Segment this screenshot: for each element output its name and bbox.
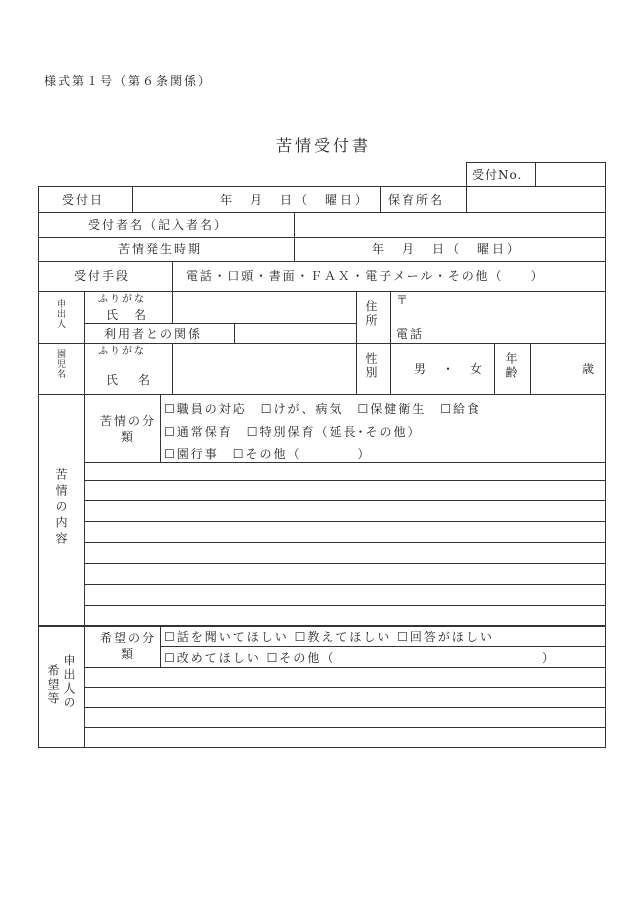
complaint-category-label: 苦情の分類 xyxy=(99,414,156,444)
applicant-address-field[interactable] xyxy=(410,293,604,321)
gender-options[interactable]: 男 ・ 女 xyxy=(414,362,485,376)
child-section-label: 園児名 xyxy=(55,349,65,379)
receipt-no-label: 受付No. xyxy=(472,168,523,182)
occurrence-label: 苦情発生時期 xyxy=(118,242,203,256)
applicant-section-label: 申出人 xyxy=(55,299,65,329)
request-options-row2-close: ） xyxy=(542,651,557,665)
postal-mark: 〒 xyxy=(396,293,411,307)
page-title: 苦情受付書 xyxy=(276,136,372,155)
complaint-options-row1[interactable]: ☐職員の対応 ☐けが、病気 ☐保健衛生 ☐給食 xyxy=(164,402,482,416)
receipt-no-field[interactable] xyxy=(537,164,603,184)
request-section-label-a: 申出人の xyxy=(62,654,76,710)
age-unit: 歳 xyxy=(582,362,597,376)
nursery-name-field[interactable] xyxy=(468,189,604,210)
complaint-options-row2[interactable]: ☐通常保育 ☐特別保育（延長･その他） xyxy=(164,425,422,439)
applicant-name-field[interactable] xyxy=(174,293,354,321)
occurrence-date-field[interactable]: 年 月 日（ 曜日） xyxy=(372,242,523,256)
phone-label: 電話 xyxy=(396,327,425,341)
request-section-label-b: 希望等 xyxy=(46,664,60,706)
receipt-date-label: 受付日 xyxy=(62,193,105,207)
applicant-furigana-label: ふりがな xyxy=(98,294,146,305)
child-name-field[interactable] xyxy=(174,345,354,393)
method-options[interactable]: 電話・口頭・書面・ＦＡＸ・電子メール・その他（ ） xyxy=(186,269,545,283)
applicant-name-label: 氏 名 xyxy=(106,308,149,322)
request-options-row2[interactable]: ☐改めてほしい ☐その他（ xyxy=(164,651,336,665)
applicant-relation-label: 利用者との関係 xyxy=(104,327,203,341)
request-options-row1[interactable]: ☐話を聞いてほしい ☐教えてほしい ☐回答がほしい xyxy=(164,630,494,644)
request-category-label: 希望の分類 xyxy=(99,631,156,661)
form-number: 様式第１号（第６条関係） xyxy=(44,74,213,88)
child-age-field[interactable] xyxy=(532,345,582,393)
gender-label: 性別 xyxy=(364,352,378,380)
method-label: 受付手段 xyxy=(74,269,131,283)
complaint-options-row3[interactable]: ☐園行事 ☐その他（ ） xyxy=(164,447,372,461)
child-furigana-label: ふりがな xyxy=(98,346,146,357)
receiver-name-field[interactable] xyxy=(296,214,604,235)
nursery-name-label: 保育所名 xyxy=(388,193,445,207)
child-name-label: 氏 名 xyxy=(106,373,155,387)
complaint-section-label: 苦情の内容 xyxy=(54,468,68,548)
applicant-phone-field[interactable] xyxy=(428,325,604,341)
applicant-relation-field[interactable] xyxy=(236,325,354,341)
address-label: 住所 xyxy=(364,300,378,328)
receipt-date-field[interactable]: 年 月 日（ 曜日） xyxy=(220,193,371,207)
age-label: 年齢 xyxy=(504,352,518,380)
receiver-name-label: 受付者名（記入者名） xyxy=(88,218,229,232)
